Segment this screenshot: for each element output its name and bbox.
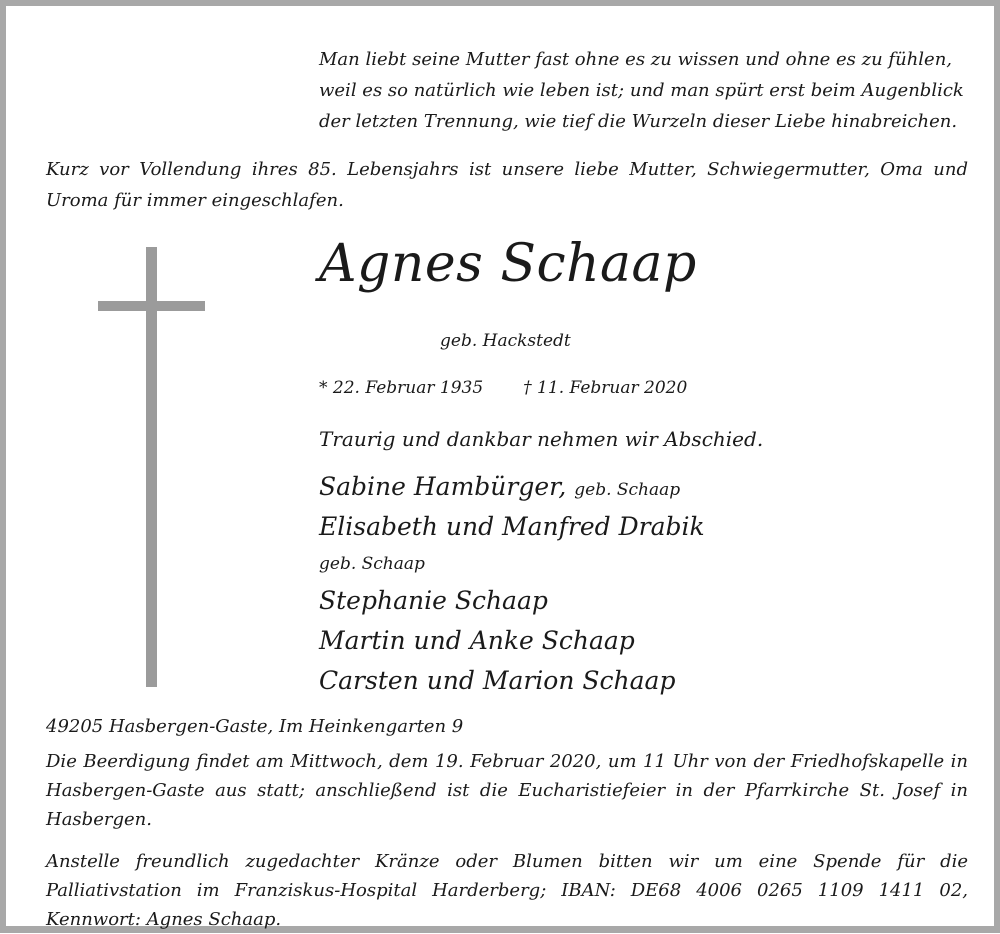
- birth-date: * 22. Februar 1935: [319, 378, 484, 398]
- mourner-entry: [319, 581, 705, 621]
- mourner-name: Elisabeth und Manfred Drabik: [319, 512, 705, 541]
- family-address: 49205 Hasbergen-Gaste, Im Heinkengarten 9: [46, 716, 464, 737]
- funeral-notice: Die Beerdigung findet am Mittwoch, dem 19. Februar 2020, um 11 Uhr von der Friedhofskapelle in Hasbergen-Gaste aus statt; anschließend ist die Eucharistiefeier in der Pfarrkirche St. Josef in Hasbergen.: [46, 751, 968, 830]
- quote-line: weil es so natürlich wie leben ist; und man spürt erst beim Augenblick: [319, 80, 964, 101]
- cross-icon-bar: [98, 301, 205, 311]
- mourner-name: Martin und Anke Schaap: [319, 626, 635, 655]
- mourner-entry: [319, 621, 705, 661]
- memorial-quote: [319, 44, 964, 137]
- cross-icon: [146, 247, 157, 687]
- intro-text: Kurz vor Vollendung ihres 85. Lebensjahrs ist unsere liebe Mutter, Schwiegermutter, Oma und Uroma für immer eingeschlafen.: [46, 159, 968, 211]
- mourner-entry: [319, 507, 705, 547]
- mourner-entry: [319, 661, 705, 701]
- quote-line: der letzten Trennung, wie tief die Wurzeln dieser Liebe hinabreichen.: [319, 111, 958, 132]
- deceased-name: Agnes Schaap: [319, 234, 697, 294]
- mourner-name: Sabine Hambürger,: [319, 472, 567, 501]
- mourner-note: geb. Schaap: [574, 480, 681, 500]
- maiden-name: geb. Hackstedt: [440, 331, 571, 351]
- mourners-list: [319, 467, 705, 701]
- mourner-note: geb. Schaap: [319, 554, 425, 574]
- donation-notice: Anstelle freundlich zugedachter Kränze oder Blumen bitten wir um eine Spende für die Palliativstation im Franziskus-Hospital Harderberg; IBAN: DE68 4006 0265 1109 1411 02, Kennwort: Agnes Schaap.: [46, 851, 968, 930]
- mourner-entry: [319, 467, 705, 507]
- quote-line: Man liebt seine Mutter fast ohne es zu wissen und ohne es zu fühlen,: [319, 49, 953, 70]
- mourner-name: Carsten und Marion Schaap: [319, 666, 676, 695]
- death-date: † 11. Februar 2020: [523, 378, 688, 398]
- farewell-text: Traurig und dankbar nehmen wir Abschied.: [319, 427, 764, 451]
- life-dates: [319, 375, 687, 401]
- mourner-name: Stephanie Schaap: [319, 586, 548, 615]
